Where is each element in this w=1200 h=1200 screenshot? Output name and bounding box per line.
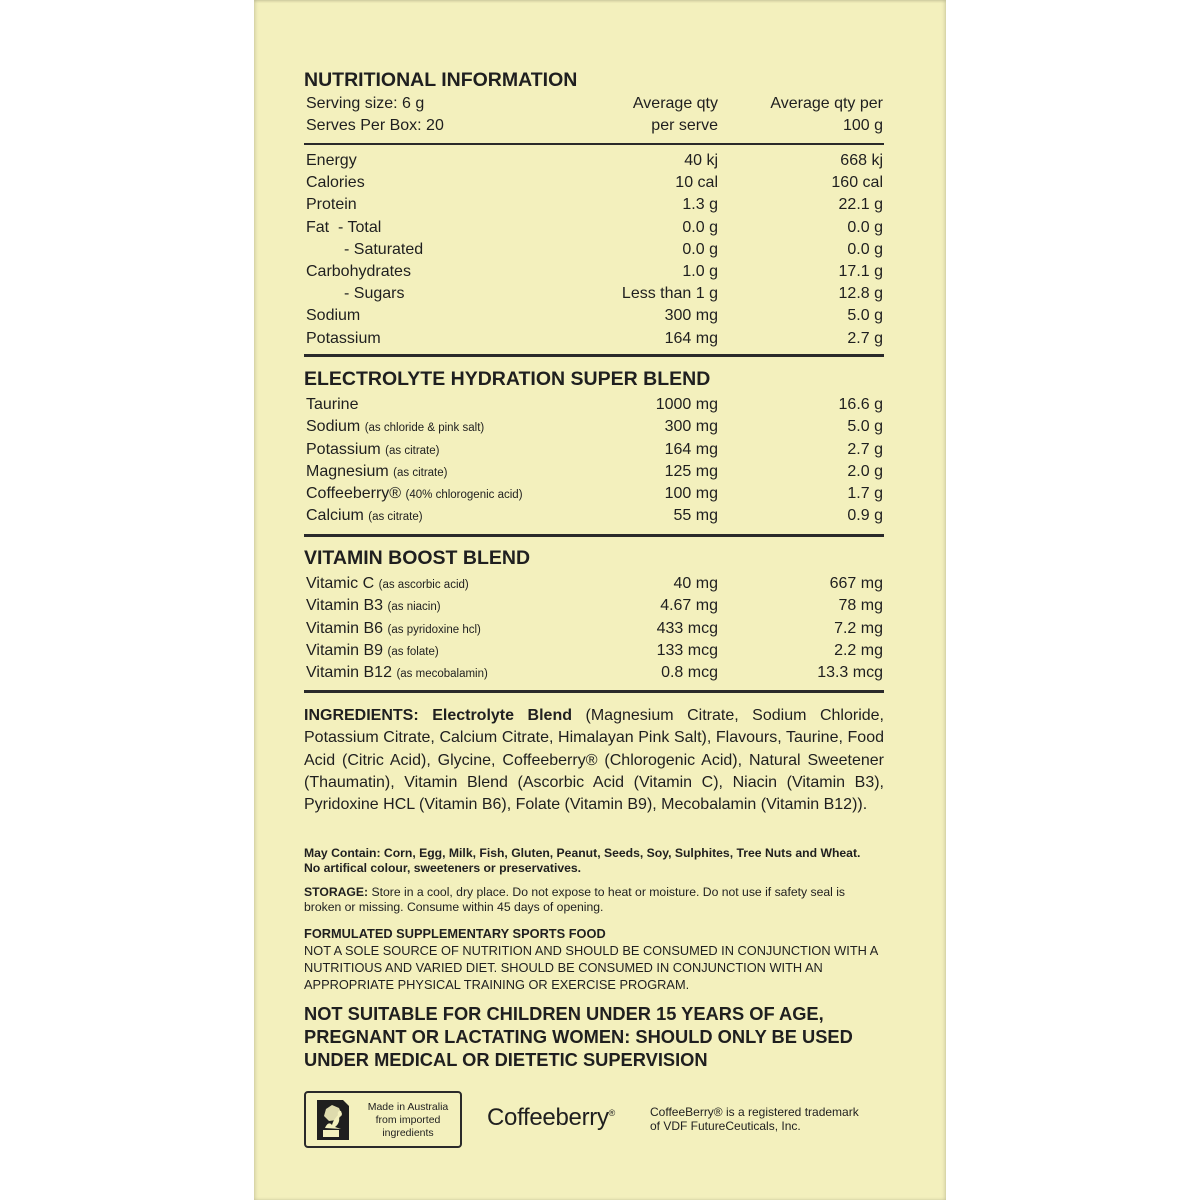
row-label	[306, 507, 423, 525]
electrolyte-title: ELECTROLYTE HYDRATION SUPER BLEND	[304, 368, 711, 390]
row-per-100g: 2.0 g	[847, 463, 883, 480]
row-label	[306, 485, 523, 503]
col-per-100g-header-2: 100 g	[842, 117, 883, 134]
row-per-serve: 55 mg	[673, 507, 718, 524]
row-per-serve: 1000 mg	[655, 396, 718, 413]
col-per-100g-header-1: Average qty per	[770, 95, 883, 112]
ingredients-text: (Magnesium Citrate, Sodium Chloride, Potassium Citrate, Calcium Citrate, Himalayan Pink Salt), Flavours, Taurine, Food Acid (Citric Acid), Glycine, Coffeeberry® (Chlorogenic Acid), Natural Sweetener (Thaumatin), Vitamin Blend (Ascorbic Acid (Vitamin C), Niacin (Vitamin B3), Pyridoxine HCL (Vitamin B6), Folate (Vitamin B9), Mecobalamin (Vitamin B12)).	[304, 707, 884, 814]
trademark-line-2: of VDF FutureCeuticals, Inc.	[650, 1118, 801, 1133]
row-label: - Saturated	[344, 241, 424, 258]
row-per-100g: 5.0 g	[847, 307, 883, 324]
row-note: (as folate)	[387, 646, 439, 658]
row-per-100g: 160 cal	[831, 174, 883, 191]
row-label	[306, 396, 358, 414]
storage-text: Store in a cool, dry place. Do not expose to heat or moisture. Do not use if safety seal is broken or missing. Consume within 45 days of opening.	[304, 885, 846, 914]
row-per-100g: 0.0 g	[847, 241, 883, 258]
formulated-text: NOT A SOLE SOURCE OF NUTRITION AND SHOULD BE CONSUMED IN CONJUNCTION WITH A NUTRITIOUS AND VARIED DIET. SHOULD BE CONSUMED IN CONJUNCTION WITH AN APPROPRIATE PHYSICAL TRAINING OR EXERCISE PROGRAM.	[304, 943, 878, 992]
registered-mark: ®	[608, 1108, 616, 1118]
row-label	[306, 418, 484, 436]
row-label	[306, 664, 488, 682]
row-per-100g: 13.3 mcg	[817, 664, 883, 681]
row-name: Vitamic C	[306, 575, 375, 592]
row-name: Vitamin B3	[306, 597, 384, 614]
row-note: (as citrate)	[393, 467, 448, 479]
row-label	[306, 463, 447, 481]
col-per-serve-header-1: Average qty	[632, 95, 718, 112]
row-label: Fat - Total	[306, 219, 382, 236]
row-per-serve: 40 kj	[684, 152, 718, 169]
row-note: (as niacin)	[387, 601, 441, 613]
formulated-heading: FORMULATED SUPPLEMENTARY SPORTS FOOD	[304, 926, 606, 941]
row-name: Magnesium	[306, 463, 389, 480]
made-in-line-2: from imported	[375, 1114, 441, 1126]
section-divider	[304, 690, 884, 693]
row-per-serve: 4.67 mg	[660, 597, 718, 614]
row-per-serve: 433 mcg	[656, 620, 718, 637]
row-per-serve: 100 mg	[664, 485, 718, 502]
storage-heading: STORAGE:	[304, 885, 369, 899]
row-note: (as mecobalamin)	[396, 668, 488, 680]
row-note: (as pyridoxine hcl)	[387, 624, 481, 636]
row-note: (as citrate)	[368, 511, 423, 523]
may-contain-text: May Contain: Corn, Egg, Milk, Fish, Gluten, Peanut, Seeds, Soy, Sulphites, Tree Nuts and Wheat.	[304, 846, 861, 860]
row-per-100g: 668 kj	[840, 152, 883, 169]
row-name: Vitamin B12	[306, 664, 392, 681]
row-note: (as ascorbic acid)	[378, 579, 469, 591]
ingredients-heading: INGREDIENTS: Electrolyte Blend	[304, 707, 572, 724]
row-note: (40% chlorogenic acid)	[405, 489, 523, 501]
row-per-100g: 0.0 g	[847, 219, 883, 236]
row-per-serve: 0.0 g	[682, 241, 718, 258]
row-per-serve: 0.8 mcg	[661, 664, 718, 681]
row-name: Coffeeberry®	[306, 485, 402, 502]
row-name: Potassium	[306, 441, 381, 458]
no-artificial-text: No artifical colour, sweeteners or preservatives.	[304, 860, 582, 875]
row-label	[306, 575, 469, 593]
row-per-serve: 133 mcg	[656, 642, 718, 659]
ingredients-paragraph	[304, 705, 884, 816]
row-per-100g: 7.2 mg	[834, 620, 883, 637]
made-in-australia-text	[358, 1101, 458, 1140]
row-name: Taurine	[306, 396, 359, 413]
row-name: Vitamin B9	[306, 642, 384, 659]
serves-per-box: Serves Per Box: 20	[306, 117, 444, 134]
formulated-paragraph	[304, 925, 884, 993]
row-per-serve: 164 mg	[664, 441, 718, 458]
row-per-100g: 1.7 g	[847, 485, 883, 502]
header-divider	[304, 143, 884, 145]
row-per-100g: 12.8 g	[838, 285, 883, 302]
row-per-100g: 17.1 g	[838, 263, 883, 280]
row-label: Sodium	[306, 307, 361, 324]
row-per-100g: 0.9 g	[847, 507, 883, 524]
trademark-notice	[650, 1106, 859, 1133]
row-label	[306, 597, 441, 615]
coffeeberry-logo	[487, 1104, 615, 1132]
row-label	[306, 441, 439, 459]
row-per-100g: 667 mg	[829, 575, 883, 592]
row-per-serve: 125 mg	[664, 463, 718, 480]
row-name: Vitamin B6	[306, 620, 384, 637]
storage-paragraph	[304, 885, 884, 914]
australia-kangaroo-icon	[315, 1099, 351, 1141]
row-name: Sodium	[306, 418, 361, 435]
row-label	[306, 620, 481, 638]
row-per-serve: 40 mg	[673, 575, 718, 592]
row-per-100g: 2.7 g	[847, 330, 883, 347]
row-per-100g: 2.7 g	[847, 441, 883, 458]
made-in-australia-badge	[304, 1091, 462, 1148]
row-per-serve: 1.0 g	[682, 263, 718, 280]
trademark-line-1: CoffeeBerry® is a registered trademark	[650, 1105, 859, 1119]
row-per-100g: 22.1 g	[838, 196, 883, 213]
row-per-100g: 2.2 mg	[834, 642, 883, 659]
row-per-serve: 164 mg	[664, 330, 718, 347]
vitamin-title: VITAMIN BOOST BLEND	[304, 547, 531, 569]
warning-statement: NOT SUITABLE FOR CHILDREN UNDER 15 YEARS OF AGE, PREGNANT OR LACTATING WOMEN: SHOULD ONLY BE USED UNDER MEDICAL OR DIETETIC SUPERVISION	[304, 1003, 853, 1070]
row-label: Calories	[306, 174, 365, 191]
section-divider	[304, 354, 884, 357]
row-per-serve: 10 cal	[675, 174, 718, 191]
row-per-serve: 0.0 g	[682, 219, 718, 236]
row-label: - Sugars	[344, 285, 405, 302]
made-in-line-1: Made in Australia	[367, 1101, 449, 1113]
row-per-100g: 78 mg	[838, 597, 883, 614]
allergen-statement	[304, 846, 884, 875]
row-per-serve: 1.3 g	[682, 196, 718, 213]
row-label: Potassium	[306, 330, 381, 347]
row-per-100g: 16.6 g	[838, 396, 883, 413]
col-per-serve-header-2: per serve	[651, 117, 718, 134]
row-label	[306, 642, 439, 660]
row-note: (as chloride & pink salt)	[364, 422, 485, 434]
row-per-100g: 5.0 g	[847, 418, 883, 435]
row-per-serve: 300 mg	[664, 418, 718, 435]
serving-size: Serving size: 6 g	[306, 95, 425, 112]
coffeeberry-wordmark: Coffeeberry	[487, 1104, 609, 1131]
row-label: Energy	[306, 152, 357, 169]
row-name: Calcium	[306, 507, 364, 524]
nutrition-title: NUTRITIONAL INFORMATION	[304, 69, 578, 91]
section-divider	[304, 534, 884, 537]
row-label: Protein	[306, 196, 357, 213]
row-label: Carbohydrates	[306, 263, 411, 280]
row-per-serve: 300 mg	[664, 307, 718, 324]
row-per-serve: Less than 1 g	[621, 285, 718, 302]
made-in-line-3: ingredients	[382, 1127, 434, 1139]
row-note: (as citrate)	[385, 445, 440, 457]
